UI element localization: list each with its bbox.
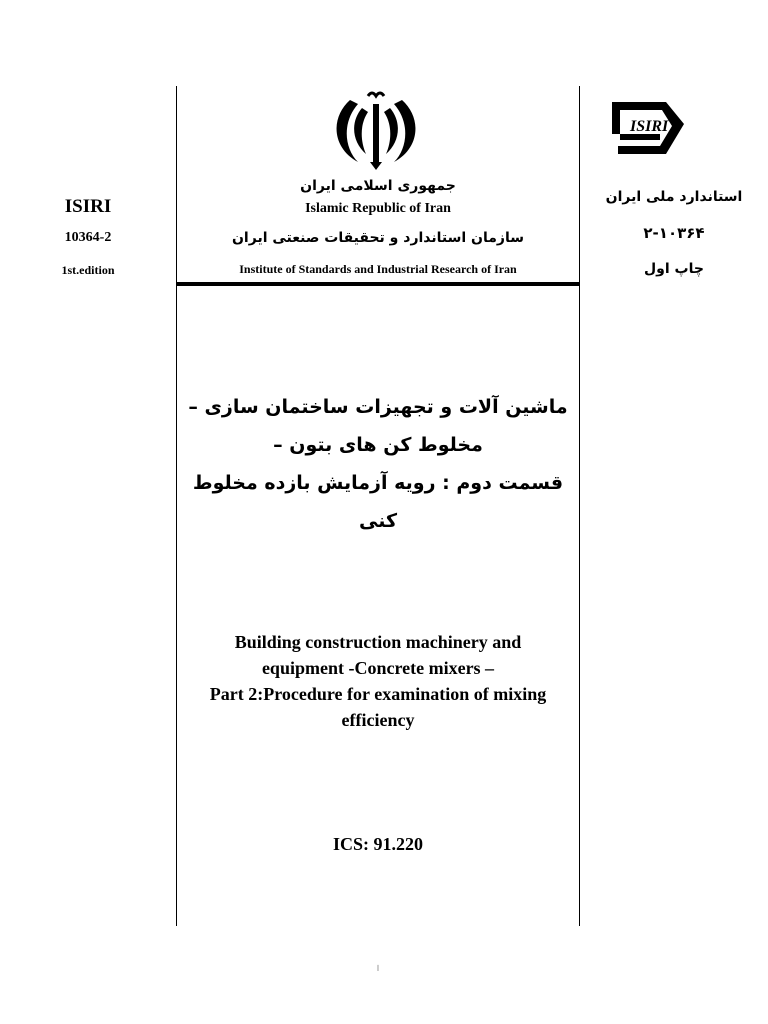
country-name-fa: جمهوری اسلامی ایران <box>300 178 456 194</box>
institute-name-fa: سازمان استاندارد و تحقیقات صنعتی ایران <box>231 230 525 246</box>
edition-fa: چاپ اول <box>644 261 704 277</box>
title-en-line-4: efficiency <box>341 710 415 730</box>
standard-number-label: 10364-2 <box>64 230 112 245</box>
isiri-logo-icon <box>606 94 692 166</box>
national-standard-fa: استاندارد ملی ایران <box>605 189 743 205</box>
title-en-line-1: Building construction machinery and <box>234 632 522 652</box>
left-vertical-rule <box>176 86 177 926</box>
title-fa-line-2: مخلوط کن های بتون – <box>273 434 483 456</box>
title-en-line-3: Part 2:Procedure for examination of mixing <box>209 684 547 704</box>
standard-org-label: ISIRI <box>64 196 112 217</box>
ics-code: ICS: 91.220 <box>332 834 423 854</box>
standard-number-fa: ۲-۱۰۳۶۴ <box>643 224 705 242</box>
title-fa-line-1: ماشین آلات و تجهیزات ساختمان سازی – <box>188 396 568 418</box>
right-vertical-rule <box>579 86 580 926</box>
page-number: ا <box>376 964 380 973</box>
edition-label: 1st.edition <box>61 263 115 277</box>
title-en-line-2: equipment -Concrete mixers – <box>261 658 495 678</box>
header-divider <box>176 282 580 286</box>
national-emblem-icon <box>328 90 424 170</box>
title-fa-line-3: قسمت دوم : رویه آزمایش بازده مخلوط کنی <box>192 472 564 532</box>
institute-name-en: Institute of Standards and Industrial Research of Iran <box>239 262 517 276</box>
svg-text:ISIRI: ISIRI <box>630 118 669 135</box>
country-name-en: Islamic Republic of Iran <box>305 201 451 216</box>
